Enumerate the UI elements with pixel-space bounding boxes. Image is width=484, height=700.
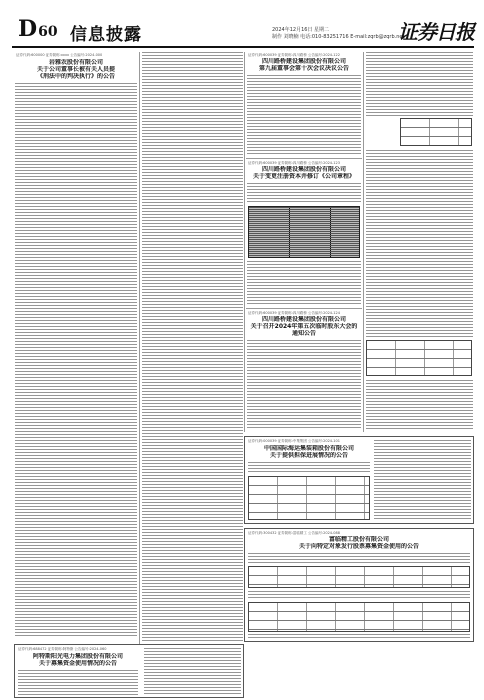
notice-title: 岩雅农股份有限公司 xyxy=(48,59,103,66)
notice-body-text xyxy=(247,261,361,305)
fund-usage-table xyxy=(248,566,470,588)
notice-title: 阿特斯阳光电力集团股份有限公司 xyxy=(32,653,123,660)
notice-title: 关于召开2024年第五次临时股东大会的 xyxy=(250,323,358,330)
data-table xyxy=(400,118,472,146)
notice-body-text xyxy=(247,75,361,155)
notice-code: 证券代码:600000 证券简称:xxxx 公告编号:2024-000 xyxy=(16,53,103,57)
notice-body-text xyxy=(15,83,137,638)
notice-title: 关于向特定对象发行股票募集资金使用的公告 xyxy=(298,543,419,550)
notice-body-text xyxy=(248,591,470,599)
column-divider xyxy=(363,52,364,432)
notice-title: 关于提供担保进展情况的公告 xyxy=(269,452,348,459)
notice-code: 证券代码:600039 证券简称:四川路桥 公告编号:2024-122 xyxy=(248,53,340,57)
notice-body-text xyxy=(144,648,241,696)
edition-date: 2024年12月16日 星期二 xyxy=(272,27,330,33)
page-header xyxy=(12,14,474,46)
notice-code: 证券代码:600039 证券简称:四川路桥 公告编号:2024-124 xyxy=(248,311,340,315)
notice-body-text xyxy=(247,183,361,203)
notice-body-text xyxy=(248,634,470,640)
capital-change-table xyxy=(248,206,360,258)
notice-body-text xyxy=(366,380,473,430)
notice-title: 通知公告 xyxy=(291,330,316,337)
notice-code: 证券代码:300432 证券简称:富临精工 公告编号:2024-088 xyxy=(248,531,340,535)
notice-title: 关于公司董事长被有关人员提 xyxy=(36,66,115,73)
newspaper-masthead: 证券日报 xyxy=(398,20,474,44)
page-number xyxy=(18,18,58,43)
notice-body-text xyxy=(248,462,370,474)
voting-table xyxy=(366,340,472,376)
guarantee-table xyxy=(248,476,370,520)
notice-code: 证券代码:600039 证券简称:四川路桥 公告编号:2024-123 xyxy=(248,161,340,165)
notice-title: 四川路桥建设集团股份有限公司 xyxy=(261,166,346,173)
page-letter: D xyxy=(18,16,38,42)
section-title: 信息披露 xyxy=(70,25,142,45)
notice-body-text xyxy=(142,52,243,642)
notice-body-text xyxy=(366,52,473,116)
notice-divider xyxy=(246,158,362,159)
fund-account-table xyxy=(248,602,470,632)
column-divider xyxy=(244,52,245,432)
notice-title: 四川路桥建设集团股份有限公司 xyxy=(261,316,346,323)
column-divider xyxy=(139,52,140,644)
notice-title: 《刑法中的判决执行》的公告 xyxy=(36,73,115,80)
notice-code: 证券代码:688472 证券简称:阿特斯 公告编号:2024-060 xyxy=(18,647,107,651)
notice-title: 关于变更注册资本并修订《公司章程》 xyxy=(252,173,355,180)
notice-code: 证券代码:000039 证券简称:中集集团 公告编号:2024-101 xyxy=(248,439,340,443)
editor-contact: 制作 刘晓楠 电话:010-83251716 E-mail:zqrb@zqrb.net xyxy=(272,34,405,40)
page-digits: 60 xyxy=(38,24,58,40)
notice-title: 中国国际海运集装箱股份有限公司 xyxy=(263,445,354,452)
notice-title: 四川路桥建设集团股份有限公司 xyxy=(261,58,346,65)
notice-title: 第九届董事会第十次会议决议公告 xyxy=(258,65,349,72)
notice-body-text xyxy=(247,340,361,428)
notice-body-text xyxy=(366,150,473,338)
notice-body-text xyxy=(18,670,138,696)
notice-body-text xyxy=(248,553,470,563)
notice-title: 关于募集资金使用情况的公告 xyxy=(38,660,117,667)
header-rule xyxy=(12,46,474,48)
notice-body-text xyxy=(374,440,471,520)
notice-divider xyxy=(246,308,362,309)
notice-title: 富临精工股份有限公司 xyxy=(328,536,389,543)
